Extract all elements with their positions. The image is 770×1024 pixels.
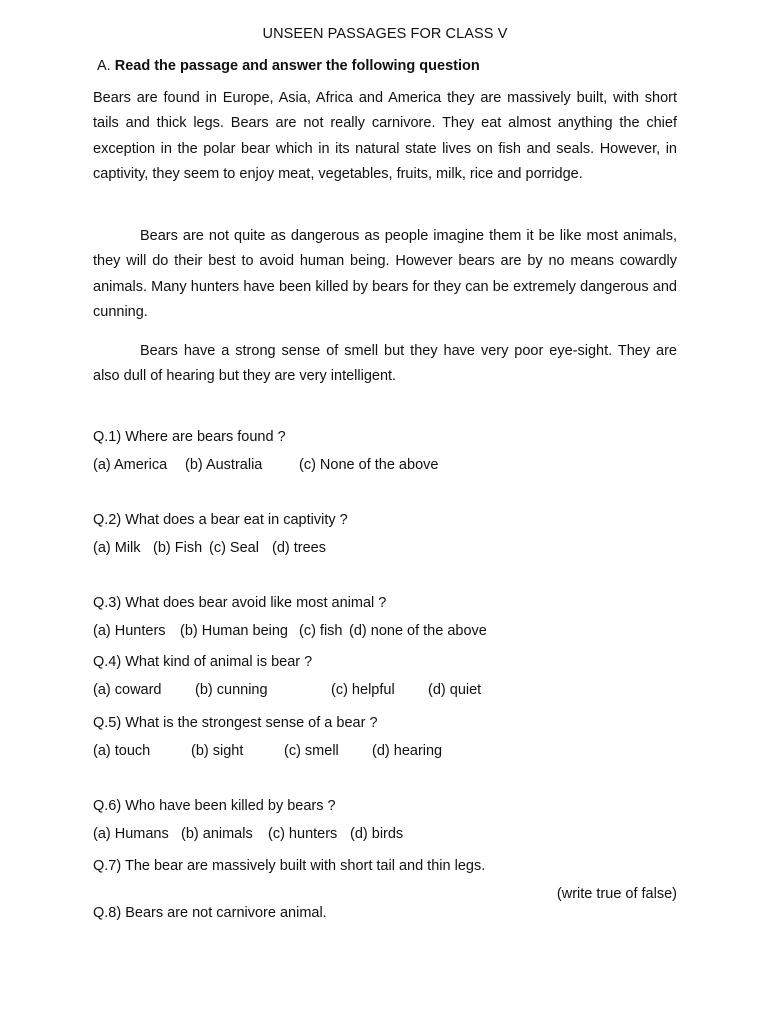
option: (c) None of the above — [299, 457, 439, 473]
question-7: Q.7) The bear are massively built with short tail and thin legs. — [93, 858, 486, 874]
option: (b) cunning — [195, 682, 268, 698]
section-marker: A. — [97, 58, 111, 74]
option: (c) fish — [299, 623, 343, 639]
question-6: Q.6) Who have been killed by bears ? — [93, 798, 336, 814]
page-title: UNSEEN PASSAGES FOR CLASS V — [262, 26, 508, 42]
option: (b) Fish — [153, 540, 203, 556]
option: (b) animals — [181, 826, 253, 842]
option: (d) quiet — [428, 682, 482, 698]
option: (d) none of the above — [349, 623, 487, 639]
option: (d) trees — [272, 540, 326, 556]
section-instruction: Read the passage and answer the following question — [114, 58, 480, 74]
passage-paragraph-3: Bears have a strong sense of smell but they have very poor eye-sight. They are also dull of hearing but they are very intelligent. — [93, 343, 677, 385]
question-4: Q.4) What kind of animal is bear ? — [93, 654, 313, 670]
option: (d) hearing — [372, 743, 443, 759]
option: (d) birds — [350, 826, 404, 842]
question-3: Q.3) What does bear avoid like most animal ? — [93, 595, 387, 611]
option: (c) helpful — [331, 682, 395, 698]
option: (b) Australia — [185, 457, 263, 473]
passage-paragraph-1: Bears are found in Europe, Asia, Africa and America they are massively built, with short tails and thick legs. Bears are not really carnivore. They eat almost anything the chief exception in the polar bear which in its natural state lives on fish and seals. However, in captivity, they seem to enjoy meat, vegetables, fruits, milk, rice and porridge. — [93, 90, 677, 183]
option: (a) touch — [93, 743, 151, 759]
passage-paragraph-2: Bears are not quite as dangerous as people imagine them it be like most animals, they will do their best to avoid human being. However bears are by no means cowardly animals. Many hunters have been killed by bears for they can be extremely dangerous and cunning. — [93, 228, 677, 321]
question-5: Q.5) What is the strongest sense of a bear ? — [93, 715, 378, 731]
option: (c) Seal — [209, 540, 259, 556]
option: (a) Hunters — [93, 623, 166, 639]
question-1: Q.1) Where are bears found ? — [93, 429, 286, 445]
question-7-note: (write true of false) — [556, 886, 677, 902]
option: (a) Milk — [93, 540, 141, 556]
option: (c) hunters — [268, 826, 338, 842]
question-2: Q.2) What does a bear eat in captivity ? — [93, 512, 348, 528]
option: (c) smell — [284, 743, 339, 759]
option: (b) sight — [191, 743, 244, 759]
question-8: Q.8) Bears are not carnivore animal. — [93, 905, 327, 921]
option: (a) coward — [93, 682, 162, 698]
option: (b) Human being — [180, 623, 288, 639]
option: (a) America — [93, 457, 168, 473]
section-heading — [97, 58, 480, 74]
option: (a) Humans — [93, 826, 169, 842]
